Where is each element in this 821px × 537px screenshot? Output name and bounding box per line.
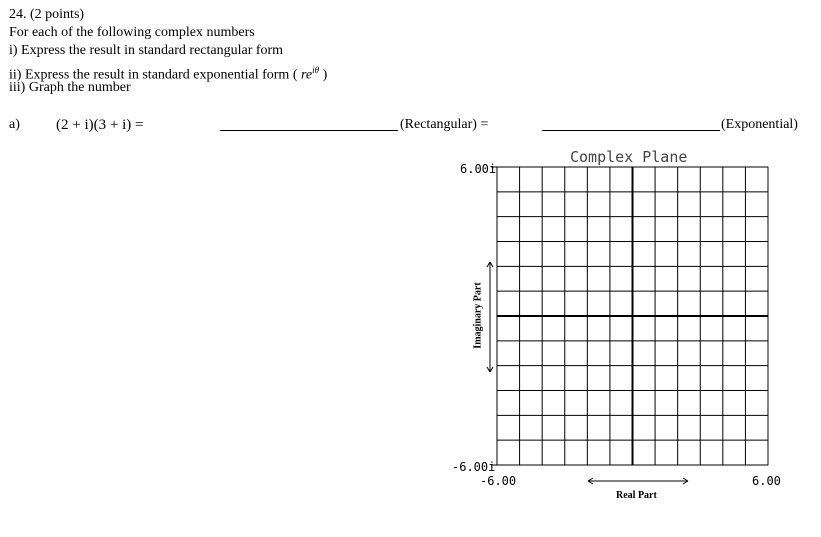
x-axis-caption: Real Part xyxy=(616,490,657,501)
problem-header: 24. (2 points) xyxy=(9,7,85,22)
y-max-label: 6.00i xyxy=(460,162,497,176)
step-ii-e: e xyxy=(305,67,313,83)
complex-plane-title: Complex Plane xyxy=(570,148,688,166)
part-a-expression: (2 + i)(3 + i) = xyxy=(56,117,144,133)
exponential-label: (Exponential) xyxy=(721,117,798,132)
x-max-label: 6.00 xyxy=(752,474,781,488)
step-ii-prefix: ii) Express the result in standard exponential form ( xyxy=(9,67,301,83)
step-iii-text: iii) Graph the number xyxy=(9,80,131,95)
problem-instruction: For each of the following complex numbers xyxy=(9,25,255,40)
y-min-label: -6.00i xyxy=(452,460,496,474)
y-axis-caption: Imaginary Part xyxy=(472,282,484,349)
rectangular-label: (Rectangular) = xyxy=(400,117,489,132)
part-a-label: a) xyxy=(9,117,20,132)
step-ii-suffix: ) xyxy=(319,67,328,83)
step-i-text: i) Express the result in standard rectangular form xyxy=(9,43,284,58)
x-min-label: -6.00 xyxy=(480,474,517,488)
step-ii-r: r xyxy=(300,67,306,83)
step-ii-exponent: iθ xyxy=(312,65,320,75)
